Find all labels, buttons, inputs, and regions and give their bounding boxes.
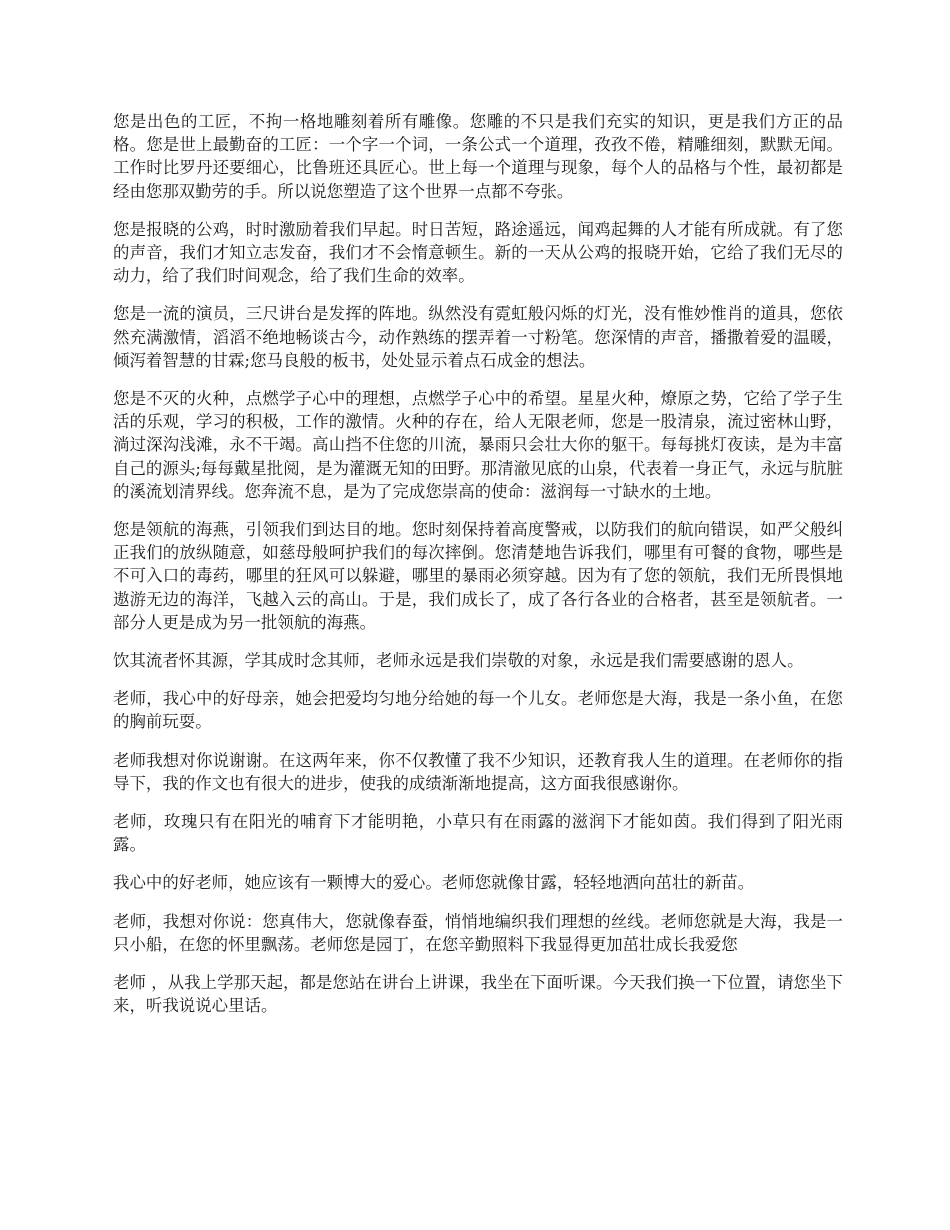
paragraph-2: 您是报晓的公鸡，时时激励着我们早起。时日苦短，路途遥远，闻鸡起舞的人才能有所成就。有了您的声音，我们才知立志发奋，我们才不会惰意顿生。新的一天从公鸡的报晓开始，它给了我们无尽的动力，给了我们时间观念，给了我们生命的效率。 (113, 219, 843, 286)
paragraph-7: 老师，我心中的好母亲，她会把爱均匀地分给她的每一个儿女。老师您是大海，我是一条小鱼，在您的胸前玩耍。 (113, 689, 843, 732)
paragraph-1: 您是出色的工匠，不拘一格地雕刻着所有雕像。您雕的不只是我们充实的知识，更是我们方正的品格。您是世上最勤奋的工匠：一个字一个词，一条公式一个道理，孜孜不倦，精雕细刻，默默无闻。工作时比罗丹还要细心，比鲁班还具匠心。世上每一个道理与现象，每个人的品格与个性，最初都是经由您那双勤劳的手。所以说您塑造了这个世界一点都不夸张。 (113, 112, 843, 201)
document-body (113, 110, 843, 1033)
paragraph-5: 您是领航的海燕，引领我们到达目的地。您时刻保持着高度警戒，以防我们的航向错误，如严父般纠正我们的放纵随意，如慈母般呵护我们的每次摔倒。您清楚地告诉我们，哪里有可餐的食物，哪些是不可入口的毒药，哪里的狂风可以躲避，哪里的暴雨必须穿越。因为有了您的领航，我们无所畏惧地遨游无边的海洋，飞越入云的高山。于是，我们成长了，成了各行各业的合格者，甚至是领航者。一部分人更是成为另一批领航的海燕。 (113, 520, 843, 632)
paragraph-8: 老师我想对你说谢谢。在这两年来，你不仅教懂了我不少知识，还教育我人生的道理。在老师你的指导下，我的作文也有很大的进步，使我的成绩渐渐地提高，这方面我很感谢你。 (113, 750, 843, 793)
paragraph-4: 您是不灭的火种，点燃学子心中的理想，点燃学子心中的希望。星星火种，燎原之势，它给了学子生活的乐观，学习的积极，工作的激情。火种的存在，给人无限老师，您是一股清泉，流过密林山野，淌过深沟浅滩，永不干竭。高山挡不住您的川流，暴雨只会壮大你的躯干。每每挑灯夜读，是为丰富自己的源头;每每戴星批阅，是为灌溉无知的田野。那清澈见底的山泉，代表着一身正气，永远与肮脏的溪流划清界线。您奔流不息，是为了完成您崇高的使命：滋润每一寸缺水的土地。 (113, 389, 843, 501)
paragraph-10: 我心中的好老师，她应该有一颗博大的爱心。老师您就像甘露，轻轻地洒向茁壮的新苗。 (113, 873, 755, 893)
paragraph-9: 老师，玫瑰只有在阳光的哺育下才能明艳，小草只有在雨露的滋润下才能如茵。我们得到了阳光雨露。 (113, 812, 843, 855)
paragraph-12: 老师 ，从我上学那天起，都是您站在讲台上讲课，我坐在下面听课。今天我们换一下位置，请您坐下来，听我说说心里话。 (113, 973, 843, 1016)
paragraph-6: 饮其流者怀其源，学其成时念其师，老师永远是我们崇敬的对象，永远是我们需要感谢的恩人。 (113, 651, 804, 671)
paragraph-3: 您是一流的演员，三尺讲台是发挥的阵地。纵然没有霓虹般闪烁的灯光，没有惟妙惟肖的道具，您依然充满激情，滔滔不绝地畅谈古今，动作熟练的摆弄着一寸粉笔。您深情的声音，播撒着爱的温暖，倾泻着智慧的甘霖;您马良般的板书，处处显示着点石成金的想法。 (113, 304, 843, 370)
paragraph-11: 老师，我想对你说：您真伟大，您就像春蚕，悄悄地编织我们理想的丝线。老师您就是大海，我是一只小船，在您的怀里飘荡。老师您是园丁，在您辛勤照料下我显得更加茁壮成长我爱您 (113, 911, 843, 954)
